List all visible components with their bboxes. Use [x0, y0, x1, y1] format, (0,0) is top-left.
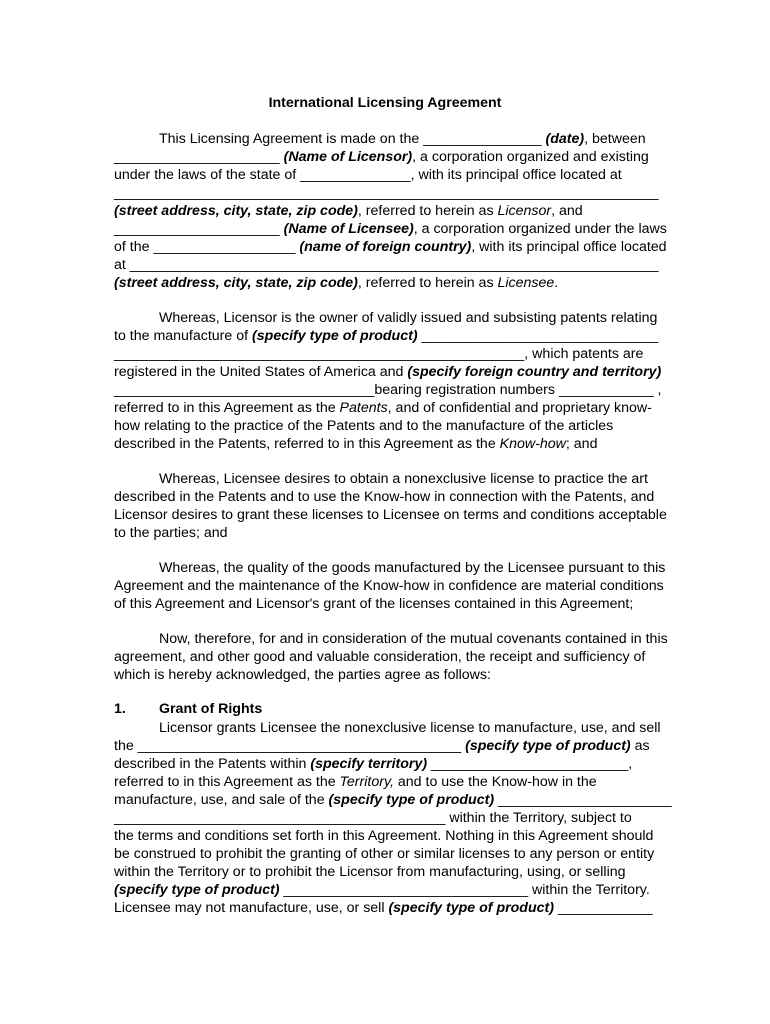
text-line: [114, 524, 228, 542]
emphasized-text: (specify type of product): [465, 738, 631, 754]
text-line: [114, 184, 658, 202]
text-segment: _________________________,: [427, 756, 633, 772]
emphasized-text: (name of foreign country): [299, 239, 472, 255]
text-line: [159, 470, 648, 488]
text-line: [114, 737, 650, 755]
text-line: [114, 827, 653, 845]
emphasized-text: Licensor: [497, 203, 552, 219]
text-segment: which is hereby acknowledged, the parties agree as follows:: [114, 667, 491, 683]
emphasized-text: Licensee: [497, 275, 555, 291]
section-number: 1.: [114, 701, 126, 717]
emphasized-text: Know-how: [499, 436, 566, 452]
text-line: [114, 881, 650, 899]
text-segment: , and: [551, 203, 583, 219]
text-segment: .: [554, 275, 559, 291]
emphasized-text: (Name of Licensee): [283, 221, 414, 237]
text-line: [114, 791, 672, 809]
text-line: [114, 274, 558, 292]
text-line: [114, 577, 664, 595]
text-segment: , referred to herein as: [357, 275, 498, 291]
text-line: [114, 435, 597, 453]
text-segment: the _________________________________________: [114, 738, 466, 754]
text-segment: within the Territory or to prohibit the Licensor from manufacturing, using, or selling: [114, 864, 626, 880]
emphasized-text: (specify foreign country and territory): [407, 364, 662, 380]
text-line: [159, 630, 668, 648]
text-segment: _______________________________ within the Territory.: [279, 882, 650, 898]
text-segment: This Licensing Agreement is made on the _______________: [159, 131, 546, 147]
text-segment: Whereas, Licensor is the owner of validly issued and subsisting patents relating: [159, 310, 658, 326]
text-segment: _____________________________________________________________________: [114, 185, 659, 201]
emphasized-text: (date): [545, 131, 585, 147]
text-line: [114, 773, 597, 791]
text-segment: Licensee may not manufacture, use, or sell: [114, 900, 389, 916]
text-segment: registered in the United States of America and: [114, 364, 408, 380]
text-line: [114, 148, 649, 166]
text-line: [114, 666, 491, 684]
text-segment: ; and: [565, 436, 598, 452]
emphasized-text: (specify type of product): [252, 328, 418, 344]
text-segment: ______________________________: [417, 328, 659, 344]
emphasized-text: (Name of Licensor): [283, 149, 413, 165]
emphasized-text: (specify territory): [310, 756, 428, 772]
text-segment: described in the Patents within: [114, 756, 311, 772]
text-line: [159, 309, 657, 327]
text-segment: the terms and conditions set forth in this Agreement. Nothing in this Agreement should: [114, 828, 654, 844]
text-segment: manufacture, use, and sale of the: [114, 792, 329, 808]
text-line: [114, 417, 613, 435]
text-segment: at ___________________________________________________________________: [114, 257, 659, 273]
text-line: [114, 202, 583, 220]
text-line: [114, 845, 654, 863]
text-segment: Now, therefore, for and in consideration of the mutual covenants contained in this: [159, 631, 668, 647]
text-segment: Whereas, Licensee desires to obtain a nonexclusive license to practice the art: [159, 471, 648, 487]
text-segment: to the parties; and: [114, 525, 228, 541]
text-segment: described in the Patents and to use the Know-how in connection with the Patents, and: [114, 489, 655, 505]
text-segment: , with its principal office located: [471, 239, 667, 255]
text-segment: , a corporation organized under the laws: [413, 221, 667, 237]
emphasized-text: Patents: [339, 400, 388, 416]
text-segment: described in the Patents, referred to in this Agreement as the: [114, 436, 500, 452]
text-line: [114, 166, 622, 184]
section-heading: Grant of Rights: [159, 701, 263, 717]
text-segment: as: [630, 738, 650, 754]
text-segment: Licensor desires to grant these licenses to Licensee on terms and conditions acceptable: [114, 507, 667, 523]
emphasized-text: (street address, city, state, zip code): [114, 203, 358, 219]
text-segment: __________________________________________ within the Territory, subject to: [114, 810, 632, 826]
text-line: [114, 506, 667, 524]
text-segment: ____________________________________________________, which patents are: [114, 346, 644, 362]
text-segment: ____________: [553, 900, 653, 916]
text-segment: to the manufacture of: [114, 328, 253, 344]
text-segment: how relating to the practice of the Patents and to the manufacture of the articles: [114, 418, 614, 434]
text-segment: agreement, and other good and valuable consideration, the receipt and sufficiency of: [114, 649, 646, 665]
text-line: [114, 595, 633, 613]
text-line: [114, 809, 632, 827]
text-segment: referred to in this Agreement as the: [114, 400, 340, 416]
text-segment: _____________________: [114, 149, 284, 165]
text-segment: ______________________: [494, 792, 672, 808]
text-line: [114, 238, 667, 256]
text-segment: of this Agreement and Licensor's grant of the licenses contained in this Agreement;: [114, 596, 634, 612]
text-segment: referred to in this Agreement as the: [114, 774, 340, 790]
text-segment: under the laws of the state of ______________, with its principal office located at: [114, 167, 622, 183]
text-segment: _________________________________bearing registration numbers ____________ ,: [114, 382, 662, 398]
emphasized-text: (specify type of product): [114, 882, 280, 898]
text-segment: and to use the Know-how in the: [393, 774, 597, 790]
text-line: [114, 899, 653, 917]
document-title: International Licensing Agreement: [268, 95, 502, 111]
text-line: [114, 345, 643, 363]
text-line: [114, 399, 652, 417]
text-segment: _____________________: [114, 221, 284, 237]
text-segment: be construed to prohibit the granting of other or similar licenses to any person or entity: [114, 846, 655, 862]
text-line: [114, 755, 632, 773]
emphasized-text: (specify type of product): [388, 900, 554, 916]
text-segment: of the __________________: [114, 239, 300, 255]
emphasized-text: (street address, city, state, zip code): [114, 275, 358, 291]
text-line: [114, 648, 645, 666]
text-line: [159, 559, 665, 577]
text-segment: , and of confidential and proprietary know-: [387, 400, 652, 416]
emphasized-text: Territory,: [339, 774, 394, 790]
text-segment: Licensor grants Licensee the nonexclusive license to manufacture, use, and sell: [159, 720, 661, 736]
text-segment: Whereas, the quality of the goods manufactured by the Licensee pursuant to this: [159, 560, 666, 576]
emphasized-text: (specify type of product): [328, 792, 495, 808]
text-segment: , a corporation organized and existing: [412, 149, 649, 165]
text-segment: , referred to herein as: [357, 203, 498, 219]
text-line: [114, 363, 661, 381]
text-line: [114, 488, 654, 506]
text-line: [159, 130, 646, 148]
text-line: [114, 327, 658, 345]
text-line: [114, 381, 662, 399]
text-line: [114, 220, 667, 238]
text-line: [114, 256, 658, 274]
text-segment: , between: [584, 131, 646, 147]
text-line: [114, 863, 626, 881]
text-line: [159, 719, 661, 737]
text-segment: Agreement and the maintenance of the Know-how in confidence are material conditions: [114, 578, 664, 594]
